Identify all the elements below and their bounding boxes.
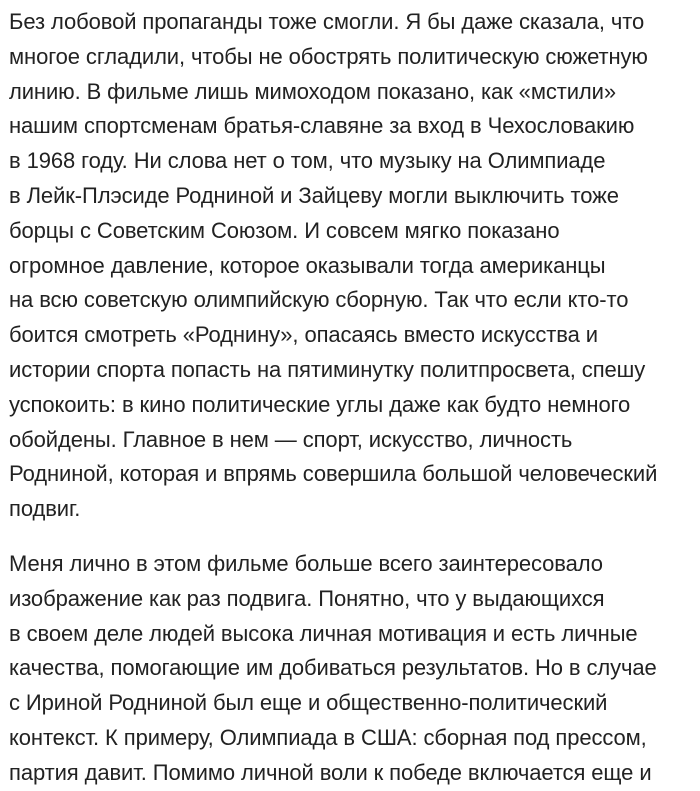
text-line: с Ириной Родниной был еще и общественно-политический — [9, 690, 608, 716]
text-line: огромное давление, которое оказывали тогда американцы — [9, 252, 606, 278]
text-line: на всю советскую олимпийскую сборную. Так что если кто-то — [9, 287, 629, 313]
paragraph-2 — [9, 547, 697, 791]
text-line: обойдены. Главное в нем — спорт, искусство, личность — [9, 426, 573, 452]
text-line: многое сгладили, чтобы не обострять политическую сюжетную — [9, 43, 648, 69]
text-line: контекст. К примеру, Олимпиада в США: сборная под прессом, — [9, 724, 647, 750]
text-line: Меня лично в этом фильме больше всего заинтересовало — [9, 550, 603, 576]
text-line: изображение как раз подвига. Понятно, что у выдающихся — [9, 585, 605, 611]
text-line: подвиг. — [9, 496, 81, 522]
text-line: партия давит. Помимо личной воли к победе включается еще и — [9, 759, 652, 785]
article-body — [9, 0, 697, 791]
text-line: успокоить: в кино политические углы даже как будто немного — [9, 391, 631, 417]
text-line: Без лобовой пропаганды тоже смогли. Я бы даже сказала, что — [9, 9, 645, 34]
paragraph-1 — [9, 0, 697, 527]
text-line: истории спорта попасть на пятиминутку политпросвета, спешу — [9, 356, 646, 382]
text-line: в Лейк-Плэсиде Родниной и Зайцеву могли выключить тоже — [9, 182, 619, 208]
text-line: в 1968 году. Ни слова нет о том, что музыку на Олимпиаде — [9, 148, 606, 174]
text-line: боится смотреть «Роднину», опасаясь вместо искусства и — [9, 322, 598, 348]
text-line: нашим спортсменам братья-славяне за вход в Чехословакию — [9, 113, 635, 139]
text-line: линию. В фильме лишь мимоходом показано, как «мстили» — [9, 78, 616, 104]
text-line: Родниной, которая и впрямь совершила большой человеческий — [9, 461, 658, 487]
text-line: борцы с Советским Союзом. И совсем мягко показано — [9, 217, 560, 243]
text-line: в своем деле людей высока личная мотивация и есть личные — [9, 620, 638, 646]
text-line: качества, помогающие им добиваться результатов. Но в случае — [9, 655, 657, 681]
